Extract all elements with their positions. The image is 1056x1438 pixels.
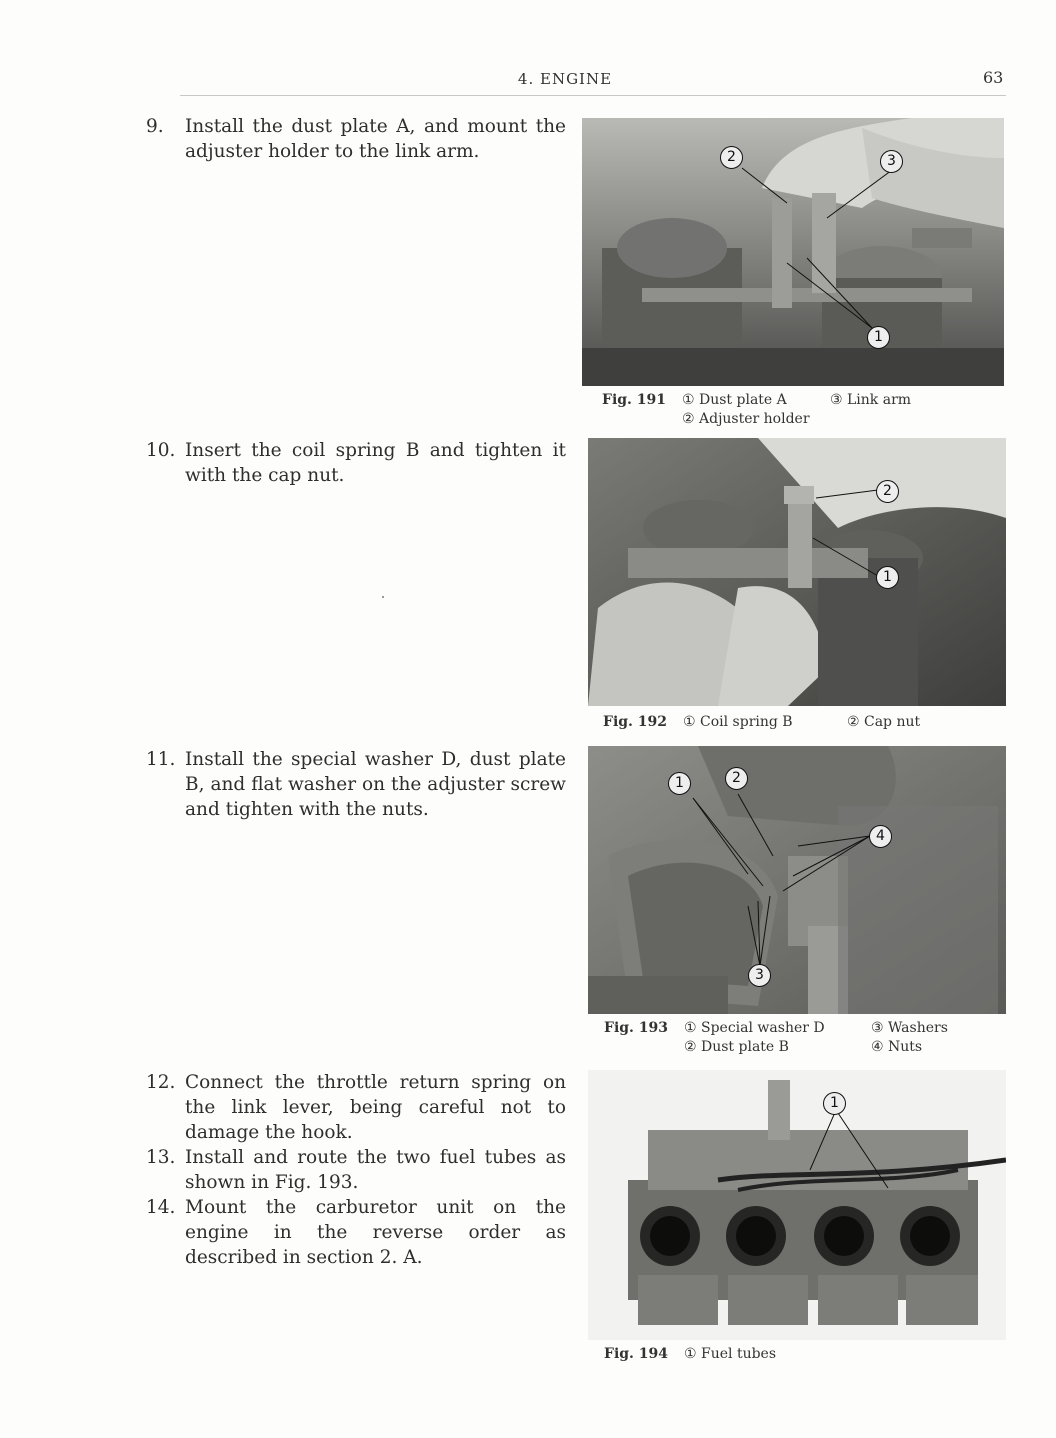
section-title: 4. ENGINE <box>517 70 613 88</box>
figure-label: Fig. 191 <box>602 392 667 408</box>
step-number: 12. <box>146 1072 176 1093</box>
fig-194-caption <box>604 1345 1004 1365</box>
fig-191-photo <box>582 118 1004 386</box>
step-number: 14. <box>146 1197 176 1218</box>
fig-192-image <box>588 438 1006 706</box>
step-number: 9. <box>146 116 164 137</box>
figure-label: Fig. 192 <box>603 714 668 730</box>
page-number: 63 <box>983 68 1004 87</box>
callout-1: 1 <box>867 326 890 349</box>
callout-4: 4 <box>869 825 892 848</box>
caption-item: ④ Nuts <box>871 1039 923 1055</box>
caption-item: ② Adjuster holder <box>682 411 810 427</box>
step-14 <box>146 1195 566 1270</box>
callout-1: 1 <box>823 1092 846 1115</box>
fig-194-image <box>588 1070 1006 1340</box>
caption-item: ③ Link arm <box>830 392 912 408</box>
step-12 <box>146 1070 566 1145</box>
caption-item: ② Dust plate B <box>684 1039 789 1055</box>
stray-dot <box>382 596 384 598</box>
step-text: Insert the coil spring B and tighten it with the cap nut. <box>185 440 566 486</box>
caption-item: ① Special washer D <box>684 1020 825 1036</box>
step-text: Install the special washer D, dust plate B, and flat washer on the adjuster screw and tighten with the nuts. <box>185 749 566 820</box>
fig-192-photo <box>588 438 1006 706</box>
step-9 <box>146 114 566 164</box>
fig-193-caption <box>604 1019 1004 1059</box>
step-text: Connect the throttle return spring on the link lever, being careful not to damage the hook. <box>185 1072 566 1143</box>
callout-2: 2 <box>725 767 748 790</box>
callout-2: 2 <box>720 146 743 169</box>
step-text: Install the dust plate A, and mount the adjuster holder to the link arm. <box>185 116 566 162</box>
step-10 <box>146 438 566 488</box>
fig-191-image <box>582 118 1004 386</box>
caption-item: ① Fuel tubes <box>684 1346 777 1362</box>
callout-3: 3 <box>880 150 903 173</box>
caption-item: ③ Washers <box>871 1020 948 1036</box>
caption-item: ② Cap nut <box>847 714 921 730</box>
step-number: 10. <box>146 440 176 461</box>
step-text: Install and route the two fuel tubes as shown in Fig. 193. <box>185 1147 566 1193</box>
callout-1: 1 <box>876 566 899 589</box>
fig-193-image <box>588 746 1006 1014</box>
fig-193-photo <box>588 746 1006 1014</box>
fig-192-caption <box>603 713 1003 733</box>
step-11 <box>146 747 566 822</box>
header-rule <box>180 95 1006 96</box>
figure-label: Fig. 193 <box>604 1020 669 1036</box>
figure-label: Fig. 194 <box>604 1346 669 1362</box>
step-text: Mount the carburetor unit on the engine in the reverse order as described in section 2. A. <box>185 1197 566 1268</box>
fig-191-caption <box>602 391 1002 431</box>
fig-194-photo <box>588 1070 1006 1340</box>
caption-item: ① Coil spring B <box>683 714 793 730</box>
step-13 <box>146 1145 566 1195</box>
callout-2: 2 <box>876 480 899 503</box>
step-number: 13. <box>146 1147 176 1168</box>
step-number: 11. <box>146 749 176 770</box>
caption-item: ① Dust plate A <box>682 392 787 408</box>
callout-1: 1 <box>668 772 691 795</box>
callout-3: 3 <box>748 964 771 987</box>
